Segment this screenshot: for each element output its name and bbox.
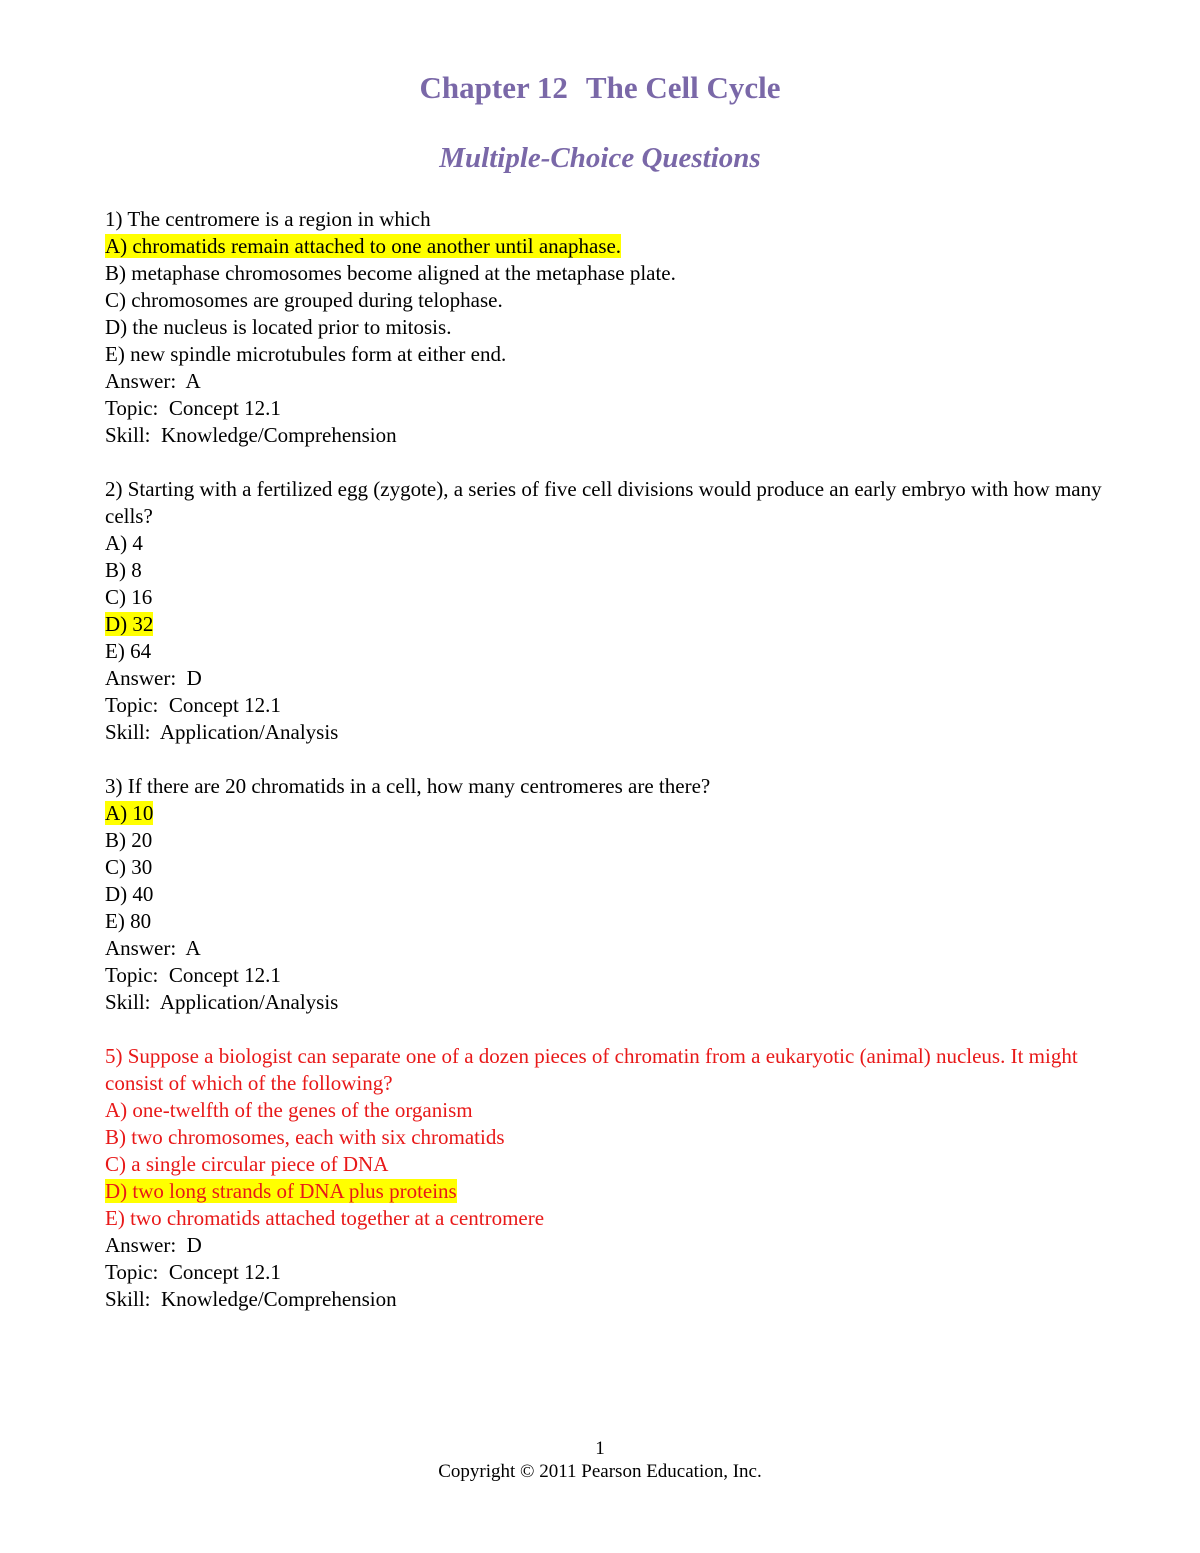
section-title: Multiple-Choice Questions: [439, 142, 761, 174]
option-c: C) a single circular piece of DNA: [105, 1152, 389, 1176]
answer-line: Answer: D: [105, 666, 202, 690]
option-a: [105, 233, 1105, 260]
option-b: B) metaphase chromosomes become aligned at the metaphase plate.: [105, 261, 676, 285]
answer-highlight: A) 10: [105, 801, 154, 825]
skill-line: Skill: Application/Analysis: [105, 990, 339, 1014]
page-number: 1: [595, 1438, 605, 1459]
option-e: E) new spindle microtubules form at either end.: [105, 342, 507, 366]
topic-line: Topic: Concept 12.1: [105, 1260, 281, 1284]
topic-line: Topic: Concept 12.1: [105, 963, 281, 987]
skill-line: Skill: Knowledge/Comprehension: [105, 423, 397, 447]
answer-line: Answer: D: [105, 1233, 202, 1257]
option-d: [105, 611, 1105, 638]
option-b: B) 20: [105, 828, 153, 852]
question-stem: 3) If there are 20 chromatids in a cell, how many centromeres are there?: [105, 774, 711, 798]
answer-line: Answer: A: [105, 936, 201, 960]
copyright-notice: Copyright © 2011 Pearson Education, Inc.: [438, 1461, 762, 1482]
option-b: B) two chromosomes, each with six chromatids: [105, 1125, 505, 1149]
skill-line: Skill: Knowledge/Comprehension: [105, 1287, 397, 1311]
chapter-title: [0, 70, 1200, 106]
chapter-name: The Cell Cycle: [585, 70, 781, 105]
option-a: [105, 800, 1105, 827]
option-c: C) 30: [105, 855, 153, 879]
option-c: C) 16: [105, 585, 153, 609]
option-a: A) one-twelfth of the genes of the organism: [105, 1098, 473, 1122]
question-3: [105, 773, 1105, 1016]
question-stem: 1) The centromere is a region in which: [105, 207, 431, 231]
question-list: [105, 206, 1105, 1340]
skill-line: Skill: Application/Analysis: [105, 720, 339, 744]
option-c: C) chromosomes are grouped during telophase.: [105, 288, 503, 312]
question-stem: 5) Suppose a biologist can separate one of a dozen pieces of chromatin from a eukaryotic (animal) nucleus. It might consist of which of the following?: [105, 1044, 1083, 1095]
option-e: E) two chromatids attached together at a centromere: [105, 1206, 545, 1230]
answer-line: Answer: A: [105, 369, 201, 393]
option-a: A) 4: [105, 531, 143, 555]
answer-highlight: A) chromatids remain attached to one another until anaphase.: [105, 234, 622, 258]
topic-line: Topic: Concept 12.1: [105, 396, 281, 420]
topic-line: Topic: Concept 12.1: [105, 693, 281, 717]
question-1: [105, 206, 1105, 449]
chapter-label: Chapter 12: [419, 70, 568, 105]
option-b: B) 8: [105, 558, 142, 582]
question-5: [105, 1043, 1105, 1313]
option-e: E) 80: [105, 909, 152, 933]
answer-highlight: D) two long strands of DNA plus proteins: [105, 1179, 457, 1203]
question-2: [105, 476, 1105, 746]
option-e: E) 64: [105, 639, 152, 663]
answer-highlight: D) 32: [105, 612, 154, 636]
option-d: D) 40: [105, 882, 154, 906]
option-d: D) the nucleus is located prior to mitosis.: [105, 315, 452, 339]
option-d: [105, 1178, 1105, 1205]
question-stem: 2) Starting with a fertilized egg (zygote), a series of five cell divisions would produce an early embryo with how many cells?: [105, 477, 1107, 528]
